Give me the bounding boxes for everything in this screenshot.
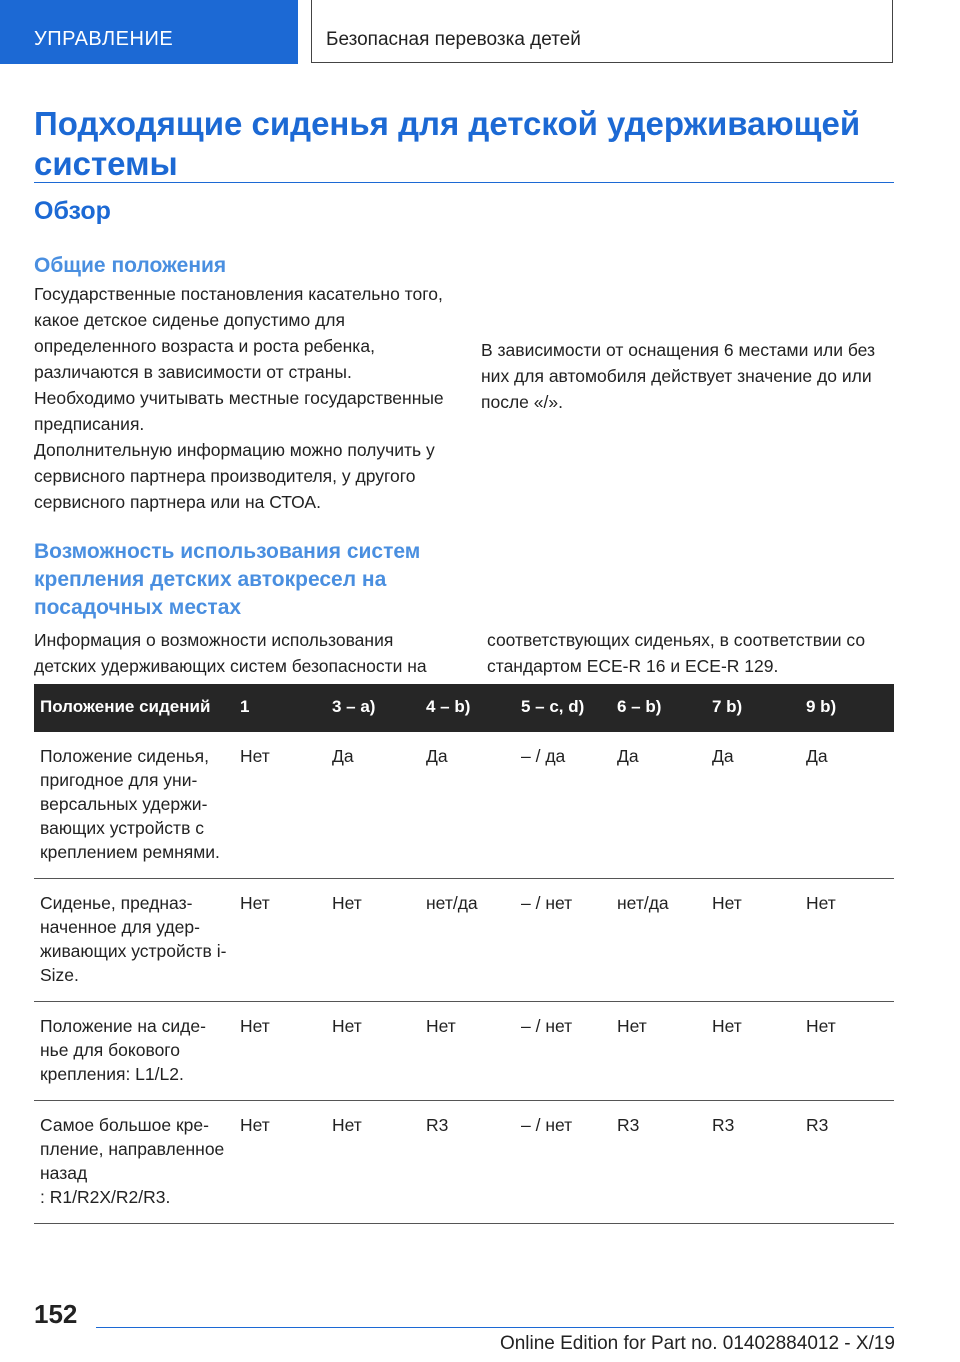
table-cell: Да	[326, 732, 420, 879]
isofix-heading: Возможность использования систем крепления детских автокресел на посадочных местах	[34, 540, 421, 619]
header-topic-tab[interactable]	[311, 0, 893, 63]
table-header-cell: 4 – b)	[420, 684, 515, 732]
table-row	[34, 1002, 894, 1101]
table-cell: Да	[800, 732, 894, 879]
table-cell: Сиденье, предназначенное для удерживающих устройств i-Size.	[34, 879, 234, 1002]
overview-heading: Обзор	[34, 197, 111, 225]
table-cell: Нет	[234, 1002, 326, 1101]
table-header-cell: 9 b)	[800, 684, 894, 732]
isofix-paragraph-1: Информация о возможности использования детских удерживающих систем безопасности на соответствующих сиденьях, в соответствии со стандартом ECE-R 16 и ECE-R 129.	[34, 630, 866, 676]
table-cell: Нет	[800, 879, 894, 1002]
isofix-paragraph-2: В зависимости от оснащения 6 местами или без них для автомобиля действует значение до или после «/».	[481, 340, 876, 412]
general-paragraph-1: Государственные постановления касательно того, какое детское сиденье допустимо для определенного возраста и роста ребенка, различаются в зависимости от страны. Необходимо учитывать местные государственные предписания.	[34, 284, 444, 434]
table-cell: Нет	[326, 1101, 420, 1224]
table-cell: Нет	[326, 1002, 420, 1101]
table-cell: R3	[706, 1101, 800, 1224]
table-cell: Да	[706, 732, 800, 879]
title-divider	[34, 182, 894, 183]
header-topic-label: Безопасная перевозка детей	[326, 29, 581, 50]
table-header-cell: 6 – b)	[611, 684, 706, 732]
header-section-label: УПРАВЛЕНИЕ	[34, 28, 174, 50]
table-cell: R3	[420, 1101, 515, 1224]
table-cell: Нет	[800, 1002, 894, 1101]
table-row	[34, 732, 894, 879]
table-header-cell: 1	[234, 684, 326, 732]
table-header-cell: 3 – a)	[326, 684, 420, 732]
table-cell: – / нет	[515, 879, 611, 1002]
table-cell: Да	[420, 732, 515, 879]
table-cell: Нет	[234, 1101, 326, 1224]
table-row	[34, 879, 894, 1002]
table-cell: – / нет	[515, 1002, 611, 1101]
table-cell: Нет	[706, 1002, 800, 1101]
table-header-cell: 5 – c, d)	[515, 684, 611, 732]
table-cell: R3	[611, 1101, 706, 1224]
table-cell: Положение на сиденье для бокового крепления: L1/L2.	[34, 1002, 234, 1101]
footer-divider	[96, 1327, 894, 1328]
table-cell: Нет	[234, 879, 326, 1002]
table-cell: Нет	[706, 879, 800, 1002]
table-cell: Самое большое крепление, направленное назад : R1/R2X/R2/R3.	[34, 1101, 234, 1224]
seat-compatibility-table	[34, 684, 894, 1224]
edition-footer: Online Edition for Part no. 01402884012 - X/19	[499, 1333, 895, 1354]
table-cell: нет/да	[611, 879, 706, 1002]
table-row	[34, 1101, 894, 1224]
header-section-tab[interactable]	[0, 0, 298, 64]
table-cell: – / да	[515, 732, 611, 879]
table-cell: R3	[800, 1101, 894, 1224]
general-heading: Общие положения	[34, 254, 227, 277]
table-cell: Нет	[420, 1002, 515, 1101]
table-cell: Да	[611, 732, 706, 879]
table-cell: Нет	[234, 732, 326, 879]
page-title: Подходящие сиденья для детской удерживающей системы	[34, 105, 861, 182]
table-cell: Положение сиденья, пригодное для универсальных удерживающих устройств с креплением ремнями.	[34, 732, 234, 879]
table-header-cell: Положение сидений	[34, 684, 234, 732]
table-cell: – / нет	[515, 1101, 611, 1224]
table-cell: Нет	[611, 1002, 706, 1101]
table-header-row	[34, 684, 894, 732]
page-number: 152	[34, 1299, 78, 1329]
table-cell: Нет	[326, 879, 420, 1002]
table-header-cell: 7 b)	[706, 684, 800, 732]
table-cell: нет/да	[420, 879, 515, 1002]
general-paragraph-2: Дополнительную информацию можно получить у сервисного партнера производителя, у другого сервисного партнера или на СТОА.	[34, 440, 435, 512]
